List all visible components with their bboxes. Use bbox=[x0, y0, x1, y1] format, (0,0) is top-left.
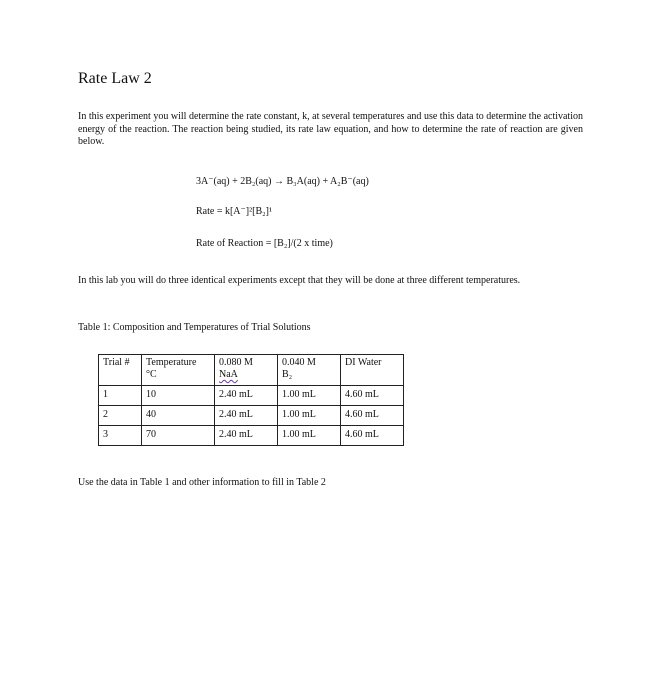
rate-law-equation: Rate = k[A⁻]²[B₂]¹ bbox=[196, 206, 272, 217]
cell-b2: 1.00 mL bbox=[278, 386, 341, 406]
header-b2-conc: 0.040 M bbox=[282, 357, 316, 368]
table-row bbox=[99, 406, 404, 426]
header-b2 bbox=[278, 355, 341, 386]
temperatures-paragraph: In this lab you will do three identical experiments except that they will be done at three different temperatures. bbox=[78, 275, 521, 286]
header-b2-label: B₂ bbox=[282, 369, 293, 380]
cell-naa: 2.40 mL bbox=[215, 426, 278, 446]
header-trial-label: Trial # bbox=[103, 357, 130, 368]
table-caption: Table 1: Composition and Temperatures of Trial Solutions bbox=[78, 322, 311, 333]
header-temperature-label: Temperature bbox=[146, 357, 197, 368]
header-temperature bbox=[142, 355, 215, 386]
header-temperature-unit: °C bbox=[146, 369, 157, 380]
header-di-water-label: DI Water bbox=[345, 357, 382, 368]
header-naa bbox=[215, 355, 278, 386]
cell-di-water: 4.60 mL bbox=[341, 426, 404, 446]
cell-naa: 2.40 mL bbox=[215, 406, 278, 426]
table-row bbox=[99, 426, 404, 446]
cell-b2: 1.00 mL bbox=[278, 426, 341, 446]
cell-naa: 2.40 mL bbox=[215, 386, 278, 406]
cell-di-water: 4.60 mL bbox=[341, 386, 404, 406]
header-naa-label: NaA bbox=[219, 369, 238, 380]
intro-paragraph: In this experiment you will determine the rate constant, k, at several temperatures and use this data to determine the activation energy of the reaction. The reaction being studied, its rate law equation, and how to determine the rate of reaction are given below. bbox=[78, 111, 583, 147]
cell-temperature: 70 bbox=[142, 426, 215, 446]
reaction-equation: 3A⁻(aq) + 2B₂(aq) → B₃A(aq) + A₂B⁻(aq) bbox=[196, 176, 369, 187]
cell-temperature: 40 bbox=[142, 406, 215, 426]
composition-table bbox=[98, 354, 404, 446]
cell-b2: 1.00 mL bbox=[278, 406, 341, 426]
header-naa-conc: 0.080 M bbox=[219, 357, 253, 368]
cell-trial: 3 bbox=[99, 426, 142, 446]
header-di-water bbox=[341, 355, 404, 386]
cell-di-water: 4.60 mL bbox=[341, 406, 404, 426]
cell-trial: 2 bbox=[99, 406, 142, 426]
rate-of-reaction-equation: Rate of Reaction = [B₂]/(2 x time) bbox=[196, 238, 333, 249]
cell-trial: 1 bbox=[99, 386, 142, 406]
cell-temperature: 10 bbox=[142, 386, 215, 406]
table-row bbox=[99, 386, 404, 406]
header-trial bbox=[99, 355, 142, 386]
table-header-row bbox=[99, 355, 404, 386]
footer-instruction: Use the data in Table 1 and other information to fill in Table 2 bbox=[78, 477, 326, 488]
page-title: Rate Law 2 bbox=[78, 70, 152, 87]
